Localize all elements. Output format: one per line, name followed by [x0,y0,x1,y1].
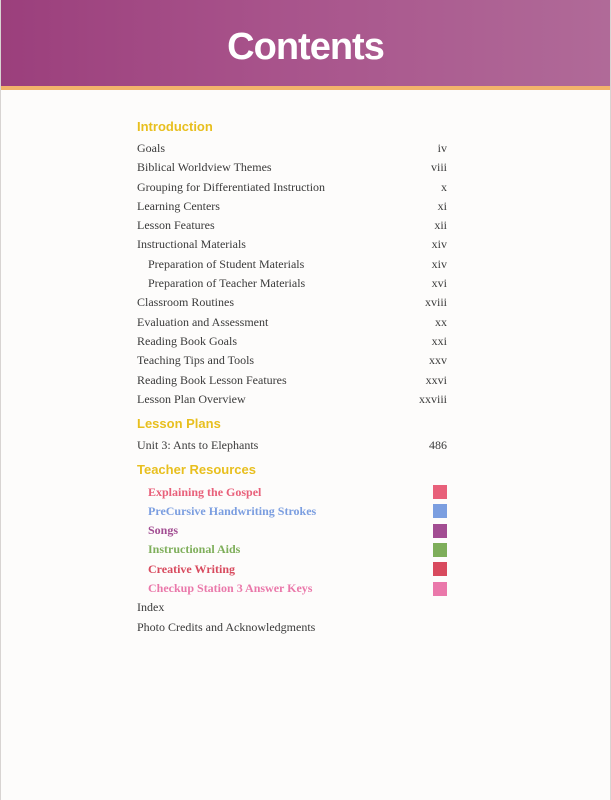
resource-entry-answer-keys[interactable] [137,579,447,598]
toc-entry-page: xi [437,198,447,213]
color-tab-swatch [433,504,447,518]
table-of-contents [137,118,447,637]
resource-entry-label: Songs [148,523,179,538]
section-heading-introduction: Introduction [137,119,213,134]
resource-entry-label: Creative Writing [148,561,235,576]
toc-entry-learning-centers[interactable] [137,197,447,216]
toc-entry-label: Lesson Features [137,218,215,233]
color-tab-swatch [433,582,447,596]
toc-entry-page: viii [430,160,447,175]
toc-entry-classroom-routines[interactable] [137,293,447,312]
toc-entry-page: xvi [431,276,447,291]
toc-entry-label: Preparation of Teacher Materials [148,276,306,291]
toc-entry-page: xx [435,314,447,329]
toc-entry-label: Lesson Plan Overview [137,391,246,406]
resource-entry-gospel[interactable] [137,482,447,501]
toc-entry-page: xxv [429,353,447,368]
toc-entry-label: Biblical Worldview Themes [137,160,272,175]
section-heading-lesson-plans: Lesson Plans [137,416,221,432]
toc-entry-reading-book-goals[interactable] [137,332,447,351]
toc-entry-page: xiv [431,237,447,252]
toc-entry-goals[interactable] [137,139,447,158]
toc-entry-label: Evaluation and Assessment [137,314,269,329]
toc-entry-label: Photo Credits and Acknowledgments [137,619,316,634]
toc-entry-label: Unit 3: Ants to Elephants [137,438,259,453]
toc-entry-instructional-materials[interactable] [137,235,447,254]
toc-entry-photo-credits[interactable] [137,618,447,637]
toc-entry-lesson-features[interactable] [137,216,447,235]
resource-entry-songs[interactable] [137,521,447,540]
toc-entry-label: Teaching Tips and Tools [137,353,255,368]
header-stripe [1,86,610,90]
toc-entry-evaluation[interactable] [137,313,447,332]
toc-entry-grouping[interactable] [137,178,447,197]
toc-entry-label: Classroom Routines [137,295,235,310]
color-tab-swatch [433,562,447,576]
toc-entry-page: xxviii [418,391,447,406]
resource-entry-instructional-aids[interactable] [137,540,447,559]
toc-entry-label: Reading Book Lesson Features [137,372,287,387]
toc-entry-label: Preparation of Student Materials [148,256,305,271]
color-tab-swatch [433,524,447,538]
toc-entry-biblical-worldview[interactable] [137,158,447,177]
resource-entry-handwriting[interactable] [137,502,447,521]
toc-entry-label: Learning Centers [137,198,220,213]
toc-entry-page: xxvi [425,372,447,387]
toc-entry-page: xiv [431,256,447,271]
toc-entry-page: 486 [429,438,447,453]
resource-entry-label: Checkup Station 3 Answer Keys [148,581,313,596]
resource-entry-creative-writing[interactable] [137,560,447,579]
toc-entry-page: xii [434,218,447,233]
toc-entry-index[interactable] [137,598,447,617]
page-title: Contents [227,26,384,68]
toc-entry-page: xviii [424,295,447,310]
color-tab-swatch [433,543,447,557]
toc-entry-label: Instructional Materials [137,237,246,252]
toc-entry-page: x [441,179,447,194]
color-tab-swatch [433,485,447,499]
resource-entry-label: PreCursive Handwriting Strokes [148,503,317,518]
toc-entry-lesson-plan-overview[interactable] [137,390,447,409]
toc-entry-label: Grouping for Differentiated Instruction [137,179,326,194]
toc-entry-label: Index [137,600,165,615]
toc-entry-teaching-tips[interactable] [137,351,447,370]
toc-entry-teacher-materials[interactable] [137,274,447,293]
resource-entry-label: Explaining the Gospel [148,484,262,499]
toc-entry-label: Reading Book Goals [137,333,237,348]
section-heading-teacher-resources: Teacher Resources [137,462,256,478]
toc-entry-unit-3[interactable] [137,436,447,455]
toc-entry-reading-book-features[interactable] [137,371,447,390]
toc-entry-page: iv [437,141,447,155]
toc-entry-student-materials[interactable] [137,255,447,274]
resource-entry-label: Instructional Aids [148,542,241,557]
toc-entry-label: Goals [137,141,165,155]
toc-entry-page: xxi [431,333,447,348]
